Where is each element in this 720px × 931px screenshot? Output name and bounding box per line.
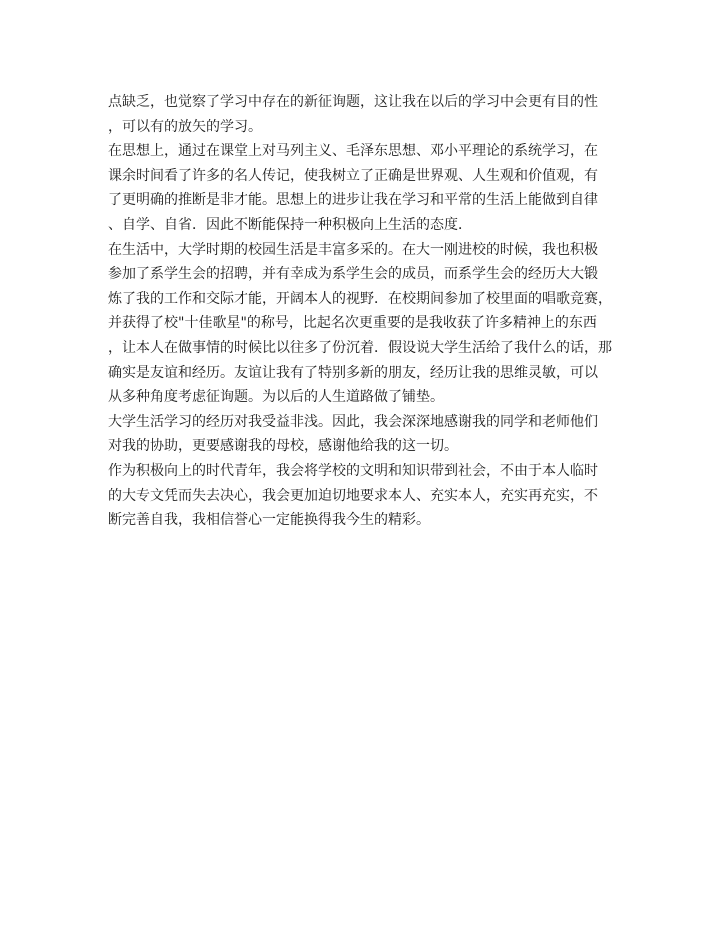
- text-line: 大学生活学习的经历对我受益非浅。因此，我会深深地感谢我的同学和老师他们: [108, 413, 598, 430]
- text-line: ，可以有的放矢的学习。: [108, 118, 262, 135]
- text-line: 的大专文凭而失去决心，我会更加迫切地要求本人、充实本人，充实再充实，不: [108, 487, 598, 504]
- text-line: 课余时间看了许多的名人传记，使我树立了正确是世界观、人生观和价值观，有: [108, 167, 598, 184]
- text-line: 参加了系学生会的招聘，并有幸成为系学生会的成员，而系学生会的经历大大锻: [108, 266, 598, 283]
- text-line: 炼了我的工作和交际才能，开阔本人的视野．在校期间参加了校里面的唱歌竞赛，: [108, 290, 612, 307]
- text-line: 在思想上，通过在课堂上对马列主义、毛泽东思想、邓小平理论的系统学习，在: [108, 143, 598, 160]
- text-line: ，让本人在做事情的时候比以往多了份沉着．假设说大学生活给了我什么的话，那: [108, 339, 612, 356]
- text-line: 对我的协助，更要感谢我的母校，感谢他给我的这一切。: [108, 438, 458, 455]
- text-line: 点缺乏，也觉察了学习中存在的新征询题，这让我在以后的学习中会更有目的性: [108, 94, 598, 110]
- document-body: [108, 90, 618, 533]
- text-line: 在生活中，大学时期的校园生活是丰富多采的。在大一刚进校的时候，我也积极: [108, 241, 598, 258]
- text-line: 作为积极向上的时代青年，我会将学校的文明和知识带到社会，不由于本人临时: [108, 462, 598, 479]
- text-line: 并获得了校"十佳歌星"的称号，比起名次更重要的是我收获了许多精神上的东西: [108, 315, 597, 332]
- text-line: 、自学、自省．因此不断能保持一种积极向上生活的态度．: [108, 216, 472, 233]
- text-line: 断完善自我，我相信誉心一定能换得我今生的精彩。: [108, 512, 430, 529]
- text-line: 确实是友谊和经历。友谊让我有了特别多新的朋友，经历让我的思维灵敏，可以: [108, 364, 598, 381]
- text-line: 从多种角度考虑征询题。为以后的人生道路做了铺垫。: [108, 389, 444, 406]
- text-line: 了更明确的推断是非才能。思想上的进步让我在学习和平常的生活上能做到自律: [108, 192, 598, 209]
